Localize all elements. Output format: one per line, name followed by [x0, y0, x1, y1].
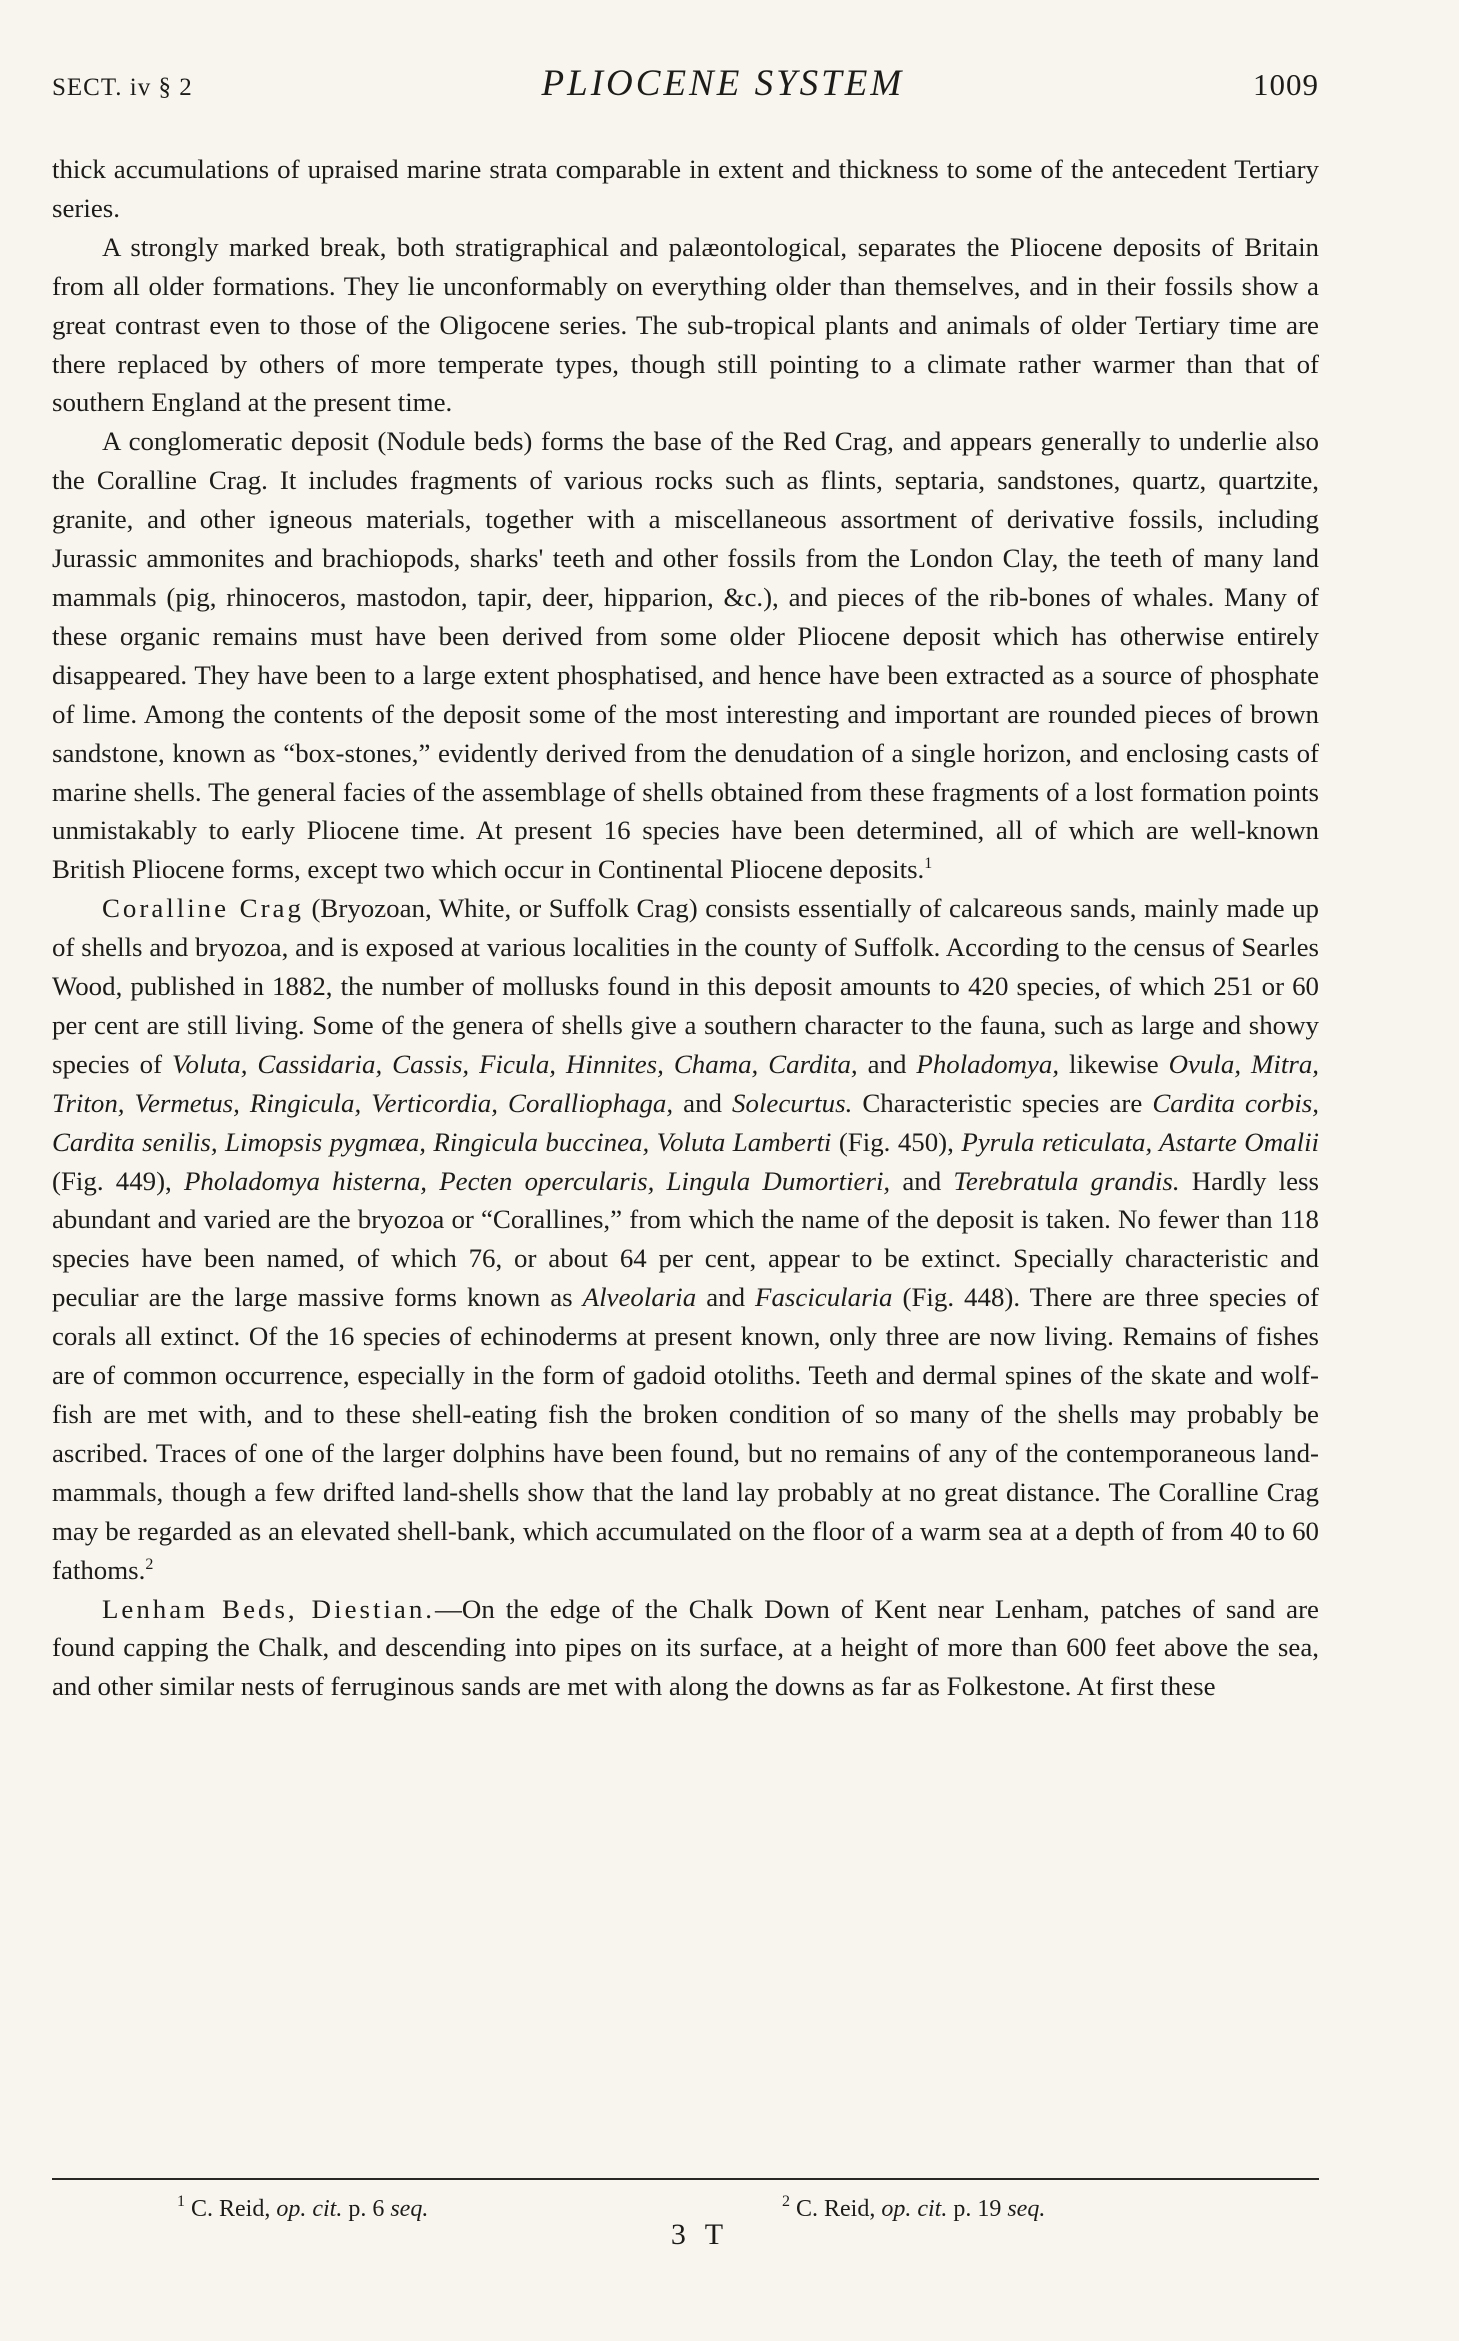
footnote-2-page: p. 19 [953, 2196, 1002, 2222]
text-run: and [857, 1048, 917, 1079]
text-run: Characteristic species are [852, 1087, 1153, 1118]
paragraph-5 [52, 1590, 1319, 1707]
footnote-1-page: p. 6 [348, 2196, 385, 2222]
footnote-ref-1: 1 [924, 855, 933, 873]
paragraph-3 [52, 422, 1319, 889]
footnote-2-seq: seq. [1007, 2196, 1046, 2222]
species-terebratula: Terebratula grandis. [953, 1165, 1180, 1196]
footnote-1-cit: op. cit. [276, 2196, 343, 2222]
paragraph-3-text: A conglomeratic deposit (Nodule beds) forms the base of the Red Crag, and appears generally to underlie also the Coralline Crag. It includes fragments of various rocks such as flints, septaria, sandstones, quartz, quartzite, granite, and other igneous materials, together with a miscellaneous assortment of derivative fossils, including Jurassic ammonites and brachiopods, sharks' teeth and other fossils from the London Clay, the teeth of many land mammals (pig, rhinoceros, mastodon, tapir, deer, hipparion, &c.), and pieces of the rib-bones of whales. Many of these organic remains must have been derived from some older Pliocene deposit which has otherwise entirely disappeared. They have been to a large extent phosphatised, and hence have been extracted as a source of phosphate of lime. Among the contents of the deposit some of the most interesting and important are rounded pieces of brown sandstone, known as “box-stones,” evidently derived from the denudation of a single horizon, and enclosing casts of marine shells. The general facies of the assemblage of shells obtained from these fragments of a lost formation points unmistakably to early Pliocene time. At present 16 species have been determined, all of which are well-known British Pliocene forms, except two which occur in Continental Pliocene deposits. [52, 426, 1319, 885]
paragraph-1: thick accumulations of upraised marine strata comparable in extent and thickness to some of the antecedent Tertiary series. [52, 154, 1319, 223]
section-label: SECT. iv § 2 [52, 74, 193, 101]
text-run: likewise [1059, 1048, 1169, 1079]
footnote-2-number: 2 [782, 2193, 790, 2210]
genera-list-2: Ovula, Mitra, Triton, Vermetus, Ringicula, Verticordia, Coralliophaga, [52, 1048, 1319, 1118]
paragraph-2: A strongly marked break, both stratigraphical and palæontological, separates the Pliocene deposits of Britain from all older formations. They lie unconformably on everything older than themselves, and in their fossils show a great contrast even to those of the Oligocene series. The sub-tropical plants and animals of older Tertiary time are there replaced by others of more temperate types, though still pointing to a climate rather warmer than that of southern England at the present time. [52, 231, 1319, 418]
footnote-2-author: C. Reid, [796, 2196, 876, 2222]
species-list-1: Cardita corbis, Cardita senilis, Limopsis pygmæa, Ringicula buccinea, Voluta Lamberti [52, 1087, 1319, 1157]
footnote-1-seq: seq. [390, 2196, 429, 2222]
species-list-3: Pholadomya histerna, Pecten opercularis, Lingula Dumortieri, [184, 1165, 891, 1196]
page-number: 1009 [1252, 67, 1319, 102]
term-coralline-crag: Coralline Crag [102, 893, 304, 924]
genus-pholadomya: Pholadomya, [916, 1048, 1060, 1079]
printer-signature-mark: 3 T [670, 2218, 730, 2251]
footnote-2-cit: op. cit. [881, 2196, 948, 2222]
page-title: PLIOCENE SYSTEM [541, 63, 905, 104]
footnote-1-author: C. Reid, [191, 2196, 271, 2222]
text-run: and [673, 1087, 733, 1118]
paragraph-4 [52, 889, 1319, 1589]
footnote-1-number: 1 [177, 2193, 185, 2210]
text-run: Hardly less abundant and varied are the bryozoa or “Corallines,” from which the name of the deposit is taken. No fewer than 118 species have been named, of which 76, or about 64 per cent, appear to be extinct. Specially characteristic and peculiar are the large massive forms known as [52, 1165, 1319, 1313]
genera-list-1: Voluta, Cassidaria, Cassis, Ficula, Hinnites, Chama, Cardita, [172, 1048, 858, 1079]
running-header [52, 62, 1319, 112]
term-lenham-beds: Lenham Beds, Diestian. [102, 1593, 436, 1624]
text-run: and [890, 1165, 954, 1196]
text-run: and [696, 1282, 756, 1313]
genus-alveolaria: Alveolaria [582, 1282, 697, 1313]
text-run: (Bryozoan, White, or Suffolk Crag) consists essentially of calcareous sands, mainly made up of shells and bryozoa, and is exposed at various localities in the county of Suffolk. According to the census of Searles Wood, published in 1882, the number of mollusks found in this deposit amounts to 420 species, of which 251 or 60 per cent are still living. Some of the genera of shells give a southern character to the fauna, such as large and showy species of [52, 893, 1320, 1079]
genus-solecurtus: Solecurtus. [732, 1087, 853, 1118]
main-text [52, 150, 1319, 1706]
species-list-2: Pyrula reticulata, Astarte Omalii [961, 1126, 1320, 1157]
footnote-ref-2: 2 [145, 1555, 154, 1573]
text-run: (Fig. 448). There are three species of corals all extinct. Of the 16 species of echinoderms at present known, only three are now living. Remains of fishes are of common occurrence, especially in the form of gadoid otoliths. Teeth and dermal spines of the skate and wolf-fish are met with, and to these shell-eating fish the broken condition of so many of the shells may probably be ascribed. Traces of one of the larger dolphins have been found, but no remains of any of the contemporaneous land-mammals, though a few drifted land-shells show that the land lay probably at no great distance. The Coralline Crag may be regarded as an elevated shell-bank, which accumulated on the floor of a warm sea at a depth of from 40 to 60 fathoms. [52, 1282, 1319, 1585]
genus-fascicularia: Fascicularia [755, 1282, 893, 1313]
footnote-divider [52, 2178, 1319, 2180]
text-run: (Fig. 450), [831, 1126, 962, 1157]
text-run: (Fig. 449), [52, 1165, 184, 1196]
paragraph-5-text: —On the edge of the Chalk Down of Kent near Lenham, patches of sand are found capping the Chalk, and descending into pipes on its surface, at a height of more than 600 feet above the sea, and other similar nests of ferruginous sands are met with along the downs as far as Folkestone. At first these [52, 1593, 1319, 1702]
